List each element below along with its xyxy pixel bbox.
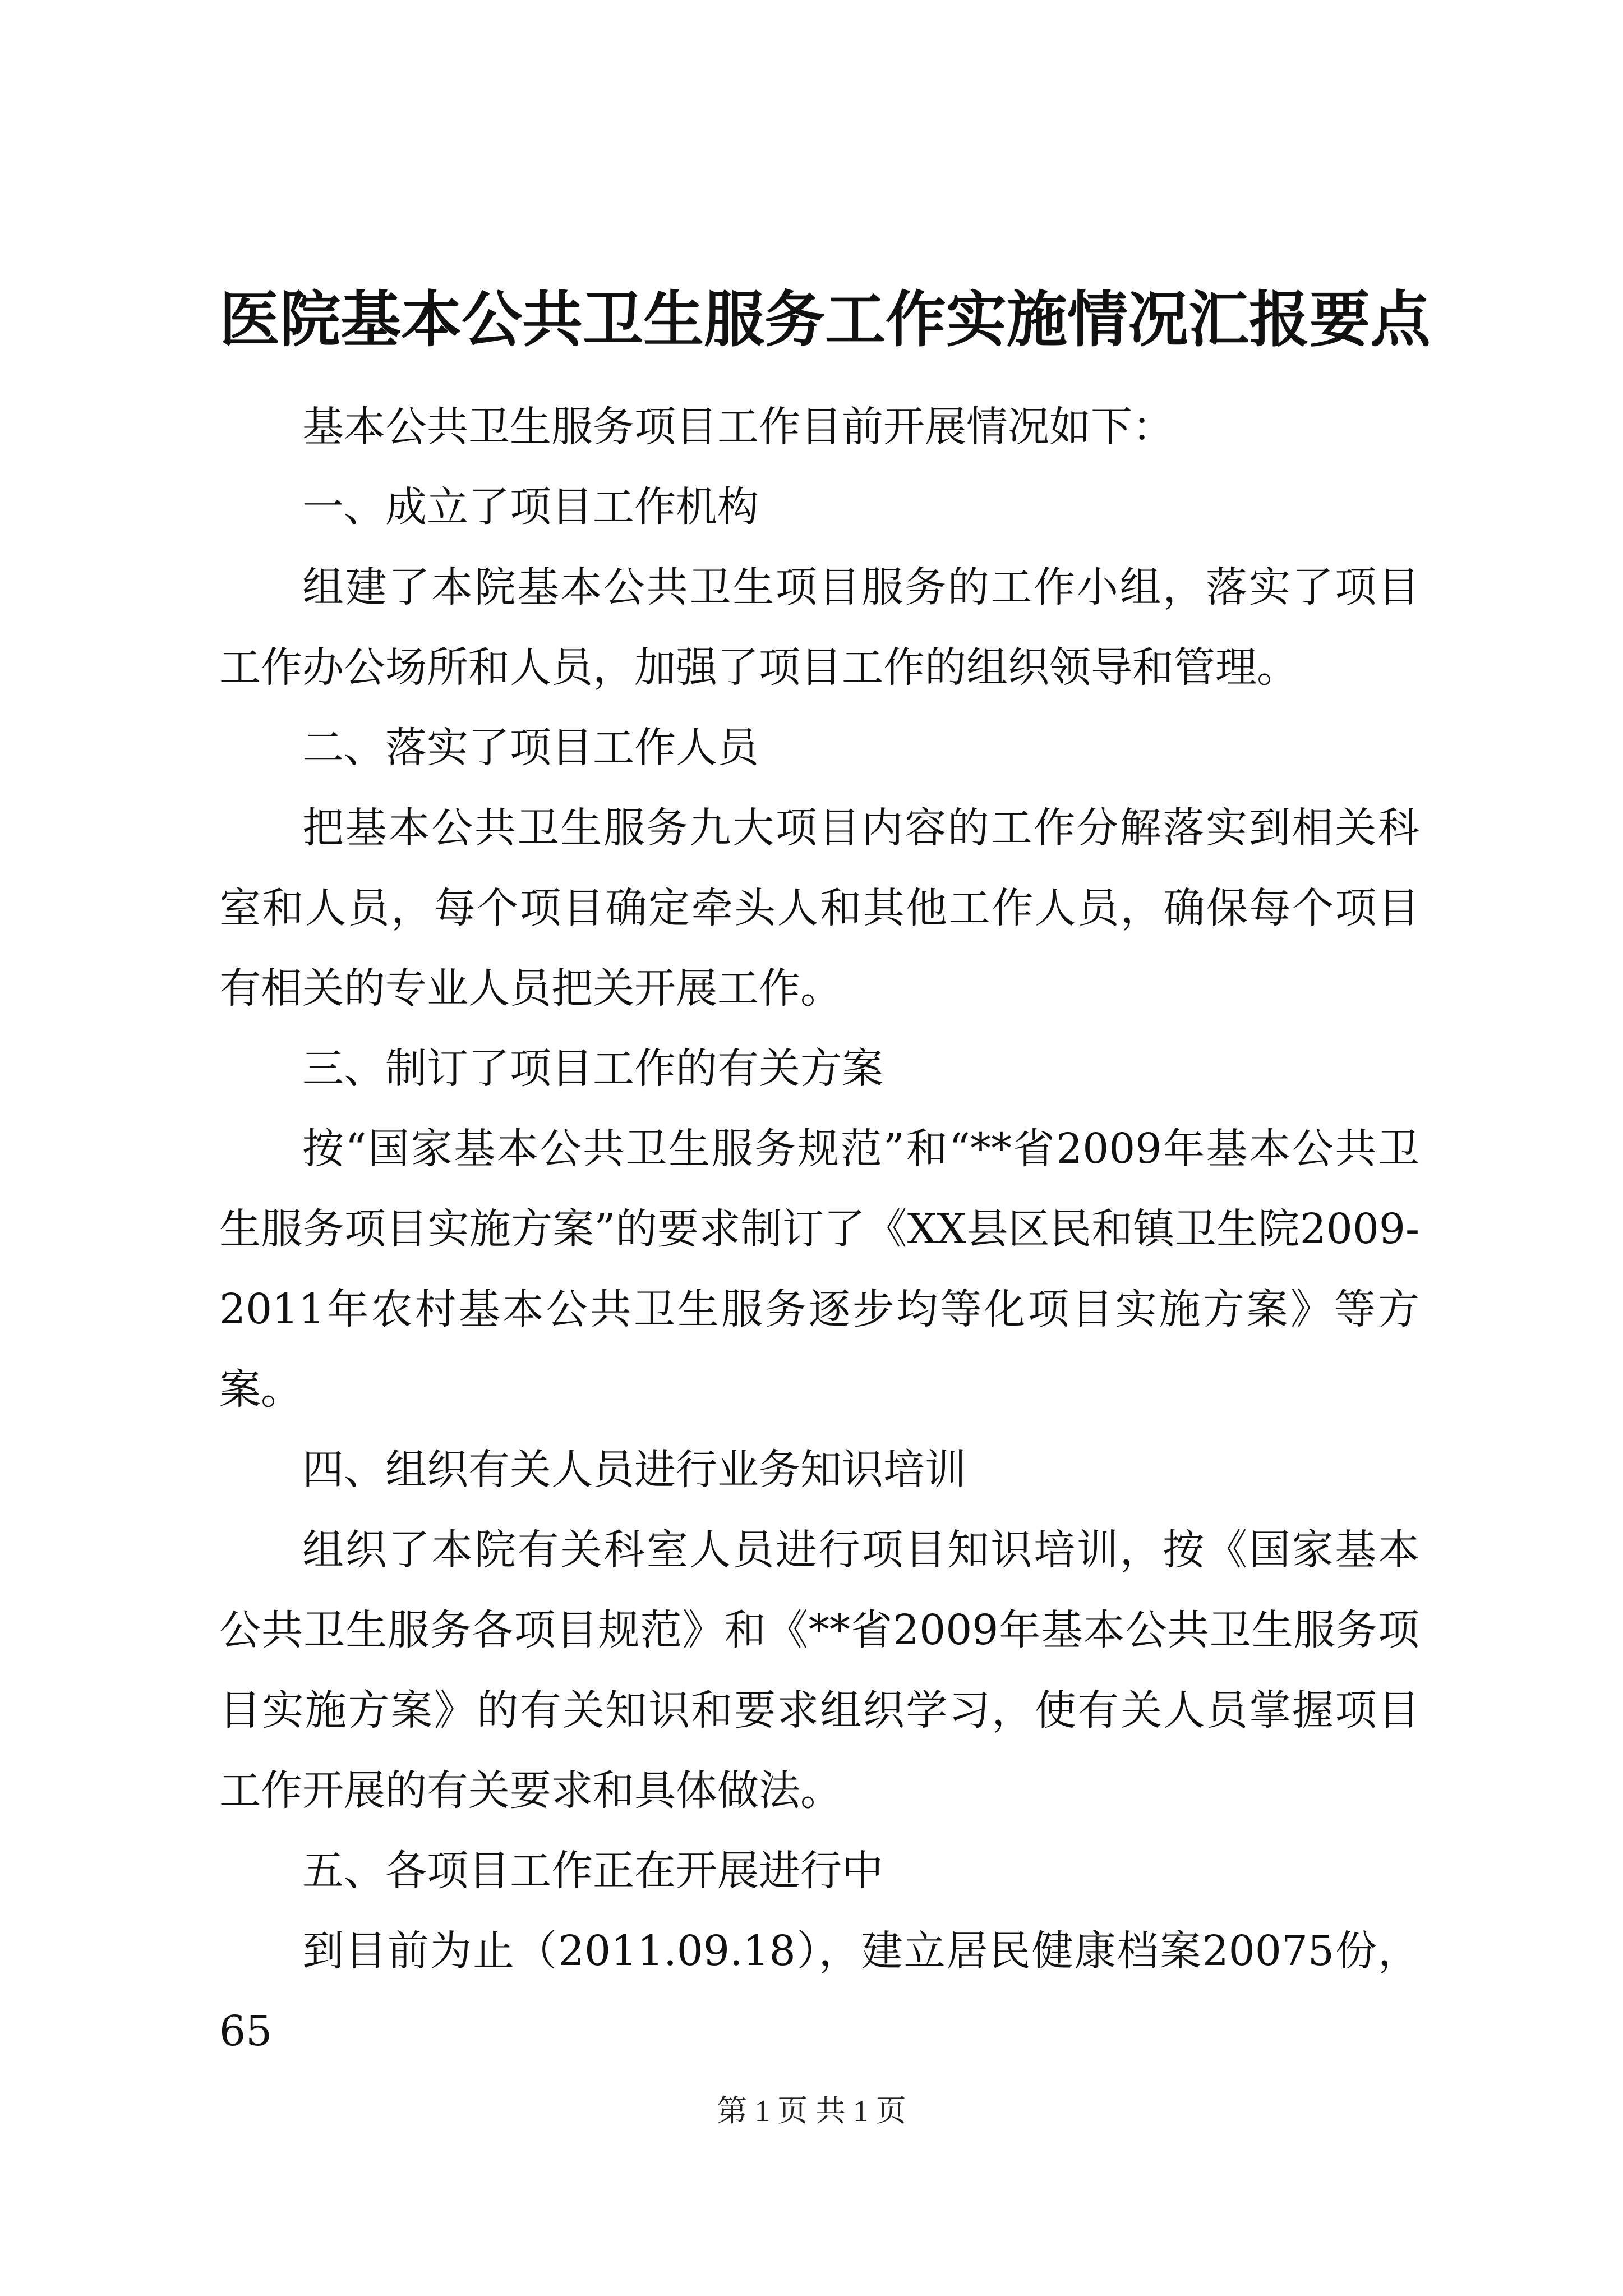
section-heading-5: 五、各项目工作正在开展进行中 xyxy=(302,1847,883,1895)
section-paragraph-3: 按“国家基本公共卫生服务规范”和“**省2009年基本公共卫生服务项目实施方案”的要求制订了《XX县区民和镇卫生院2009-2011年农村基本公共卫生服务逐步均等化项目实施方案》等方案。 xyxy=(219,1125,1419,1414)
page-footer: 第 1 页 共 1 页 xyxy=(717,2094,906,2128)
section-heading-4: 四、组织有关人员进行业务知识培训 xyxy=(302,1446,966,1494)
section-paragraph-4: 组织了本院有关科室人员进行项目知识培训，按《国家基本公共卫生服务各项目规范》和《**省2009年基本公共卫生服务项目实施方案》的有关知识和要求组织学习，使有关人员掌握项目工作开展的有关要求和具体做法。 xyxy=(219,1526,1419,1815)
intro-paragraph: 基本公共卫生服务项目工作目前开展情况如下： xyxy=(302,403,1174,451)
section-paragraph-2: 把基本公共卫生服务九大项目内容的工作分解落实到相关科室和人员，每个项目确定牵头人和其他工作人员，确保每个项目有相关的专业人员把关开展工作。 xyxy=(219,804,1419,1013)
document-body xyxy=(219,387,1419,2072)
section-paragraph-5: 到目前为止（2011.09.18），建立居民健康档案20075份，65 xyxy=(219,1927,1419,2055)
section-paragraph-1: 组建了本院基本公共卫生项目服务的工作小组，落实了项目工作办公场所和人员，加强了项目工作的组织领导和管理。 xyxy=(219,563,1419,692)
section-heading-1: 一、成立了项目工作机构 xyxy=(302,483,759,531)
document-title: 医院基本公共卫生服务工作实施情况汇报要点 xyxy=(219,284,1431,355)
section-heading-3: 三、制订了项目工作的有关方案 xyxy=(302,1045,883,1093)
section-heading-2: 二、落实了项目工作人员 xyxy=(302,724,759,772)
